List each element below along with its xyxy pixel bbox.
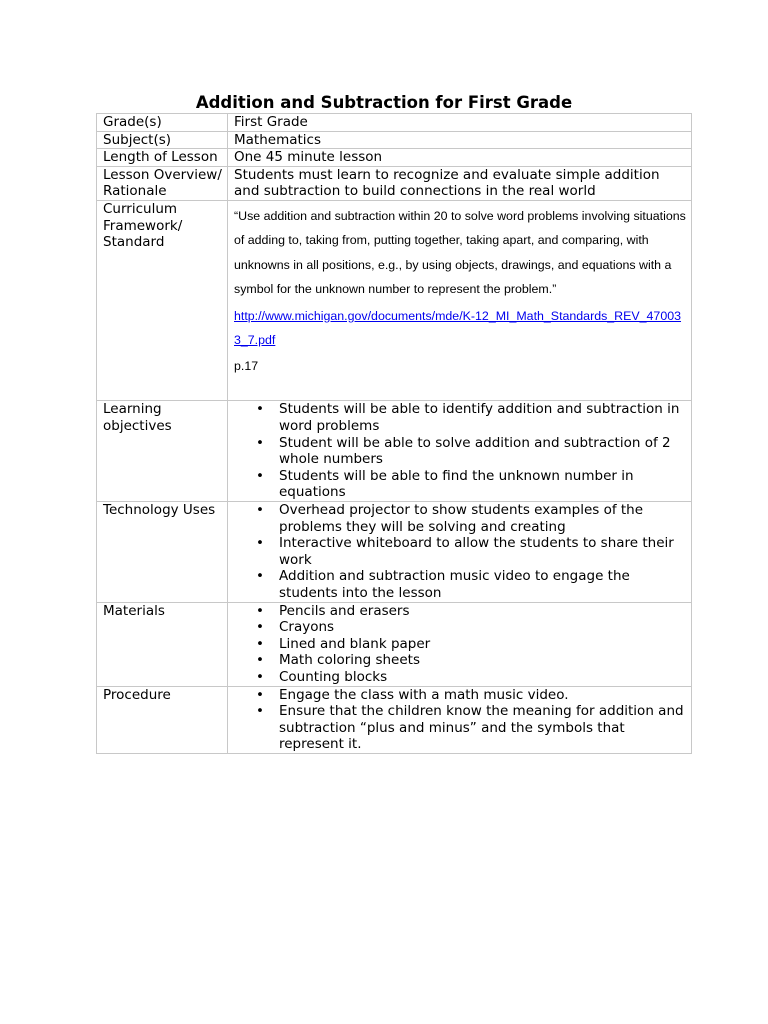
standard-quote: “Use addition and subtraction within 20 to solve word problems involving situations of adding to, taking from, putting together, taking apart, and comparing, with unknowns in all positions, e.g., by using objects, drawings, and equations with a symbol for the unknown number to represent the problem.” (234, 208, 686, 297)
table-row-curriculum (97, 200, 692, 400)
list-item-text: Pencils and erasers (279, 602, 410, 619)
table-row-procedure (97, 686, 692, 753)
row-label-subjects: Subject(s) (97, 131, 228, 149)
list-item (256, 668, 686, 686)
row-value-technology (228, 501, 692, 602)
row-label-overview: Lesson Overview/Rationale (97, 166, 228, 200)
technology-list (234, 502, 686, 602)
list-item-text: Interactive whiteboard to allow the students to share their work (279, 535, 674, 568)
bullet-icon: • (256, 467, 264, 484)
list-item (256, 434, 686, 468)
list-item (256, 686, 686, 704)
row-label-length: Length of Lesson (97, 149, 228, 167)
row-label-objectives: Learning objectives (97, 401, 228, 502)
table-row-materials (97, 602, 692, 686)
list-item (256, 535, 686, 568)
list-item-text: Counting blocks (279, 668, 388, 685)
bullet-icon: • (256, 635, 264, 652)
table-row-grades (97, 114, 692, 132)
bullet-icon: • (256, 434, 264, 451)
list-item-text: Math coloring sheets (279, 652, 420, 669)
list-item-text: Overhead projector to show students examples of the problems they will be solving and creating (279, 501, 644, 535)
procedure-list (234, 687, 686, 753)
row-label-curriculum: Curriculum Framework/ Standard (97, 200, 228, 400)
bullet-icon: • (256, 652, 264, 669)
list-item-text: Crayons (279, 619, 335, 636)
list-item (256, 467, 686, 501)
standard-page-ref: p.17 (234, 359, 259, 374)
row-value-subjects: Mathematics (228, 131, 692, 149)
list-item-text: Lined and blank paper (279, 635, 431, 652)
list-item (256, 602, 686, 620)
list-item-text: Addition and subtraction music video to engage the students into the lesson (279, 568, 630, 601)
list-item (256, 652, 686, 669)
bullet-icon: • (256, 602, 264, 619)
bullet-icon: • (256, 686, 264, 703)
list-item (256, 568, 686, 601)
table-row-subjects (97, 131, 692, 149)
row-label-procedure: Procedure (97, 686, 228, 753)
bullet-icon: • (256, 619, 264, 636)
list-item (256, 703, 686, 753)
lesson-plan-table (96, 113, 692, 754)
bullet-icon: • (256, 401, 264, 418)
materials-list (234, 603, 686, 686)
list-item-text: Students will be able to identify addition and subtraction in word problems (279, 401, 680, 434)
row-label-technology: Technology Uses (97, 501, 228, 602)
row-value-length: One 45 minute lesson (228, 149, 692, 167)
row-value-curriculum (228, 200, 692, 400)
row-label-grades: Grade(s) (97, 114, 228, 132)
bullet-icon: • (256, 668, 264, 685)
table-row-overview (97, 166, 692, 200)
table-row-objectives (97, 401, 692, 502)
list-item (256, 619, 686, 636)
standard-link[interactable]: http://www.michigan.gov/documents/mde/K-12_MI_Math_Standards_REV_470033_7.pdf (234, 308, 682, 347)
row-label-materials: Materials (97, 602, 228, 686)
page-title: Addition and Subtraction for First Grade (195, 93, 573, 112)
row-value-procedure (228, 686, 692, 753)
row-value-materials (228, 602, 692, 686)
bullet-icon: • (256, 568, 264, 585)
table-row-length (97, 149, 692, 167)
table-row-technology (97, 501, 692, 602)
bullet-icon: • (256, 703, 264, 720)
objectives-list (234, 401, 686, 501)
list-item (256, 501, 686, 535)
list-item-text: Student will be able to solve addition and subtraction of 2 whole numbers (279, 434, 671, 468)
list-item-text: Students will be able to find the unknown number in equations (279, 467, 634, 501)
bullet-icon: • (256, 501, 264, 518)
list-item-text: Ensure that the children know the meaning for addition and subtraction “plus and minus” and the symbols that represent it. (279, 703, 684, 753)
list-item (256, 401, 686, 434)
row-value-grades: First Grade (228, 114, 692, 132)
list-item-text: Engage the class with a math music video. (279, 686, 569, 703)
list-item (256, 635, 686, 653)
row-value-objectives (228, 401, 692, 502)
bullet-icon: • (256, 535, 264, 552)
row-value-overview: Students must learn to recognize and evaluate simple addition and subtraction to build connections in the real world (228, 166, 692, 200)
